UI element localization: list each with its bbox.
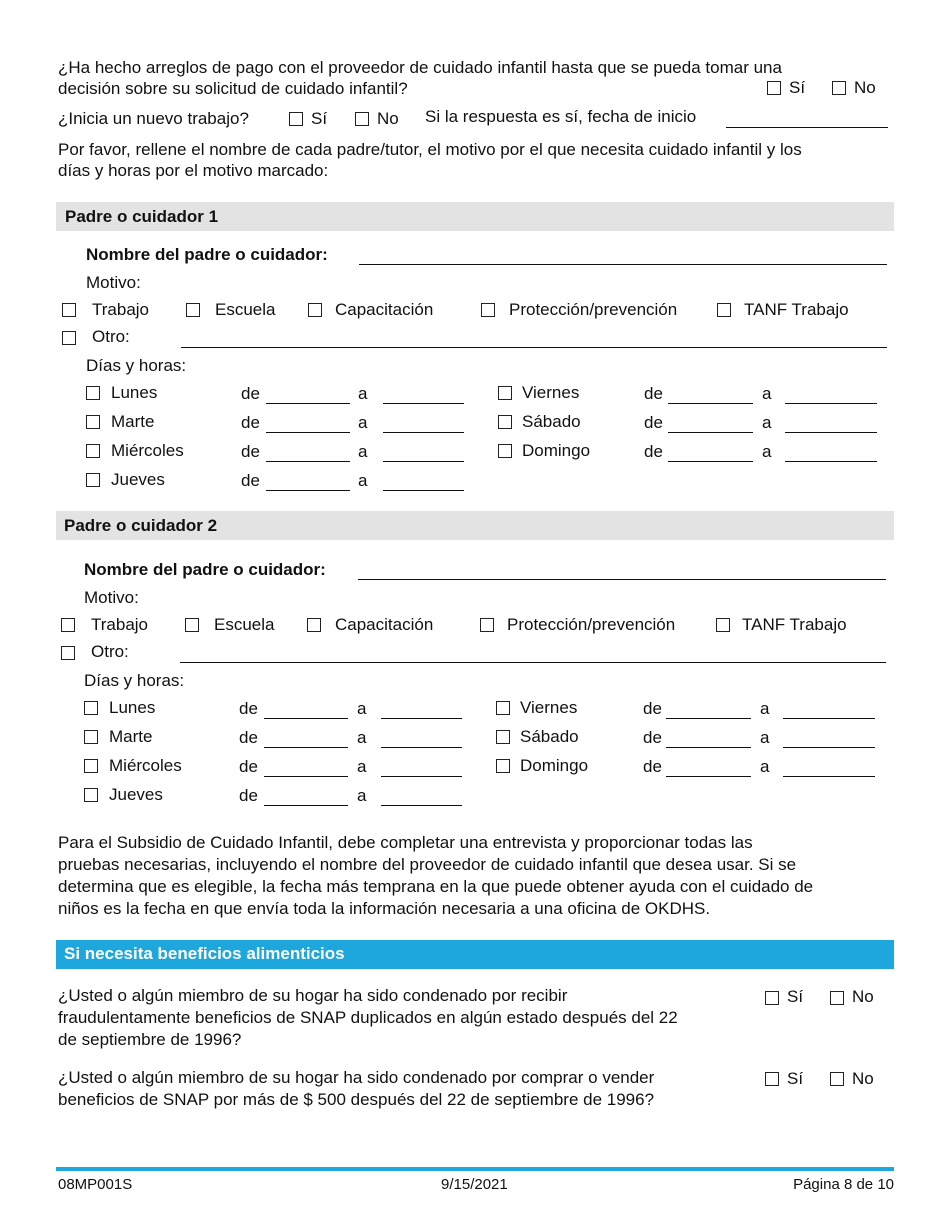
to-label: a xyxy=(762,442,772,461)
food-q1-no-checkbox[interactable] xyxy=(830,991,844,1005)
to-label: a xyxy=(358,471,368,490)
caregiver2-reason-school-checkbox[interactable] xyxy=(185,618,199,632)
new-job-question: ¿Inicia un nuevo trabajo? xyxy=(58,109,249,128)
caregiver1-friday-label: Viernes xyxy=(522,383,580,402)
from-label: de xyxy=(643,728,662,747)
caregiver2-sunday-checkbox[interactable] xyxy=(496,759,510,773)
to-label: a xyxy=(358,384,368,403)
caregiver1-saturday-checkbox[interactable] xyxy=(498,415,512,429)
food-q2-yes-label: Sí xyxy=(787,1069,804,1088)
caregiver2-thursday-to-field[interactable] xyxy=(381,805,462,806)
start-date-field[interactable] xyxy=(726,127,888,128)
caregiver2-thursday-from-field[interactable] xyxy=(264,805,348,806)
caregiver1-sunday-to-field[interactable] xyxy=(785,461,877,462)
caregiver2-other-checkbox[interactable] xyxy=(61,646,75,660)
caregiver2-reason-protection-checkbox[interactable] xyxy=(480,618,494,632)
caregiver2-tuesday-label: Marte xyxy=(109,727,153,746)
caregiver2-tuesday-checkbox[interactable] xyxy=(84,730,98,744)
caregiver2-tuesday-to-field[interactable] xyxy=(381,747,462,748)
caregiver2-thursday-checkbox[interactable] xyxy=(84,788,98,802)
from-label: de xyxy=(239,757,258,776)
instructions-line2: días y horas por el motivo marcado: xyxy=(58,161,329,180)
caregiver2-monday-from-field[interactable] xyxy=(264,718,348,719)
food-header-band xyxy=(56,940,894,969)
caregiver1-sunday-label: Domingo xyxy=(522,441,591,460)
payment-no-checkbox[interactable] xyxy=(832,81,846,95)
caregiver1-thursday-label: Jueves xyxy=(111,470,165,489)
caregiver1-wednesday-label: Miércoles xyxy=(111,441,184,460)
caregiver2-saturday-label: Sábado xyxy=(520,727,579,746)
caregiver2-tuesday-from-field[interactable] xyxy=(264,747,348,748)
caregiver1-friday-checkbox[interactable] xyxy=(498,386,512,400)
to-label: a xyxy=(357,757,367,776)
caregiver2-name-field[interactable] xyxy=(358,579,886,580)
caregiver1-sunday-checkbox[interactable] xyxy=(498,444,512,458)
caregiver2-other-label: Otro: xyxy=(91,642,129,661)
caregiver1-wednesday-to-field[interactable] xyxy=(383,461,464,462)
payment-yes-label: Sí xyxy=(789,78,806,97)
caregiver2-monday-checkbox[interactable] xyxy=(84,701,98,715)
caregiver1-thursday-from-field[interactable] xyxy=(266,490,350,491)
caregiver2-reason-work-checkbox[interactable] xyxy=(61,618,75,632)
caregiver1-wednesday-from-field[interactable] xyxy=(266,461,350,462)
caregiver1-reason-protection-checkbox[interactable] xyxy=(481,303,495,317)
food-q1-line1: ¿Usted o algún miembro de su hogar ha sido condenado por recibir xyxy=(58,986,568,1005)
to-label: a xyxy=(762,413,772,432)
caregiver2-friday-label: Viernes xyxy=(520,698,578,717)
caregiver2-saturday-to-field[interactable] xyxy=(783,747,875,748)
subsidy-note-line3: determina que es elegible, la fecha más temprana en la que puede obtener ayuda con el cuidado de xyxy=(58,877,814,896)
subsidy-note-line1: Para el Subsidio de Cuidado Infantil, debe completar una entrevista y proporcionar todas las xyxy=(58,833,753,852)
subsidy-note-line2: pruebas necesarias, incluyendo el nombre del proveedor de cuidado infantil que desea usar. Si se xyxy=(58,855,797,874)
caregiver1-thursday-to-field[interactable] xyxy=(383,490,464,491)
food-q2-no-checkbox[interactable] xyxy=(830,1072,844,1086)
footer-date: 9/15/2021 xyxy=(441,1176,508,1193)
from-label: de xyxy=(241,413,260,432)
food-q1-no-label: No xyxy=(852,987,874,1006)
from-label: de xyxy=(644,384,663,403)
caregiver1-tuesday-to-field[interactable] xyxy=(383,432,464,433)
caregiver1-tuesday-checkbox[interactable] xyxy=(86,415,100,429)
caregiver2-friday-to-field[interactable] xyxy=(783,718,875,719)
from-label: de xyxy=(241,384,260,403)
to-label: a xyxy=(357,786,367,805)
caregiver2-saturday-from-field[interactable] xyxy=(666,747,751,748)
caregiver2-name-label: Nombre del padre o cuidador: xyxy=(84,560,326,579)
caregiver1-header: Padre o cuidador 1 xyxy=(65,207,219,226)
caregiver2-sunday-to-field[interactable] xyxy=(783,776,875,777)
caregiver1-header-band xyxy=(56,202,894,231)
caregiver1-name-field[interactable] xyxy=(359,264,887,265)
caregiver2-sunday-label: Domingo xyxy=(520,756,589,775)
caregiver1-saturday-label: Sábado xyxy=(522,412,581,431)
caregiver1-reason-work-checkbox[interactable] xyxy=(62,303,76,317)
caregiver2-monday-to-field[interactable] xyxy=(381,718,462,719)
new-job-no-label: No xyxy=(377,109,399,128)
caregiver2-header: Padre o cuidador 2 xyxy=(64,516,218,535)
caregiver1-monday-checkbox[interactable] xyxy=(86,386,100,400)
food-q2-line1: ¿Usted o algún miembro de su hogar ha sido condenado por comprar o vender xyxy=(58,1068,655,1087)
new-job-yes-checkbox[interactable] xyxy=(289,112,303,126)
caregiver2-reason-work: Trabajo xyxy=(91,615,149,634)
caregiver2-sunday-from-field[interactable] xyxy=(666,776,751,777)
to-label: a xyxy=(358,413,368,432)
caregiver1-monday-from-field[interactable] xyxy=(266,403,350,404)
caregiver1-sunday-from-field[interactable] xyxy=(668,461,753,462)
caregiver1-reason-training: Capacitación xyxy=(335,300,434,319)
to-label: a xyxy=(760,699,770,718)
caregiver1-reason-training-checkbox[interactable] xyxy=(308,303,322,317)
caregiver2-friday-checkbox[interactable] xyxy=(496,701,510,715)
caregiver1-monday-to-field[interactable] xyxy=(383,403,464,404)
to-label: a xyxy=(760,728,770,747)
caregiver2-reason-tanf-checkbox[interactable] xyxy=(716,618,730,632)
caregiver1-reason-work: Trabajo xyxy=(92,300,150,319)
payment-question-line2: decisión sobre su solicitud de cuidado infantil? xyxy=(58,79,408,98)
caregiver2-wednesday-checkbox[interactable] xyxy=(84,759,98,773)
caregiver1-days-label: Días y horas: xyxy=(86,356,187,375)
from-label: de xyxy=(643,757,662,776)
caregiver2-other-field[interactable] xyxy=(180,662,886,663)
caregiver2-reason-school: Escuela xyxy=(214,615,275,634)
caregiver2-wednesday-to-field[interactable] xyxy=(381,776,462,777)
subsidy-note-line4: niños es la fecha en que envía toda la información necesaria a una oficina de OKDHS. xyxy=(58,899,711,918)
caregiver1-friday-to-field[interactable] xyxy=(785,403,877,404)
to-label: a xyxy=(762,384,772,403)
caregiver2-wednesday-label: Miércoles xyxy=(109,756,182,775)
food-q2-line2: beneficios de SNAP por más de $ 500 después del 22 de septiembre de 1996? xyxy=(58,1090,655,1109)
caregiver2-friday-from-field[interactable] xyxy=(666,718,751,719)
caregiver1-reason-label: Motivo: xyxy=(86,273,141,292)
caregiver2-reason-protection: Protección/prevención xyxy=(507,615,676,634)
from-label: de xyxy=(241,471,260,490)
caregiver1-wednesday-checkbox[interactable] xyxy=(86,444,100,458)
to-label: a xyxy=(357,699,367,718)
food-header: Si necesita beneficios alimenticios xyxy=(64,944,345,963)
caregiver1-monday-label: Lunes xyxy=(111,383,158,402)
from-label: de xyxy=(644,413,663,432)
start-date-label: Si la respuesta es sí, fecha de inicio xyxy=(425,107,697,126)
caregiver1-thursday-checkbox[interactable] xyxy=(86,473,100,487)
caregiver1-tuesday-from-field[interactable] xyxy=(266,432,350,433)
food-q1-line3: de septiembre de 1996? xyxy=(58,1030,242,1049)
payment-yes-checkbox[interactable] xyxy=(767,81,781,95)
caregiver2-reason-training: Capacitación xyxy=(335,615,434,634)
payment-no-label: No xyxy=(854,78,876,97)
caregiver2-monday-label: Lunes xyxy=(109,698,156,717)
payment-question-line1: ¿Ha hecho arreglos de pago con el proveedor de cuidado infantil hasta que se pueda tomar una xyxy=(58,58,782,77)
from-label: de xyxy=(241,442,260,461)
caregiver2-reason-tanf: TANF Trabajo xyxy=(742,615,847,634)
food-q1-yes-checkbox[interactable] xyxy=(765,991,779,1005)
to-label: a xyxy=(358,442,368,461)
caregiver2-wednesday-from-field[interactable] xyxy=(264,776,348,777)
to-label: a xyxy=(760,757,770,776)
caregiver2-reason-training-checkbox[interactable] xyxy=(307,618,321,632)
instructions-line1: Por favor, rellene el nombre de cada padre/tutor, el motivo por el que necesita cuidado infantil y los xyxy=(58,140,802,159)
footer-divider xyxy=(56,1167,894,1171)
from-label: de xyxy=(643,699,662,718)
new-job-yes-label: Sí xyxy=(311,109,328,128)
caregiver1-other-checkbox[interactable] xyxy=(62,331,76,345)
from-label: de xyxy=(239,728,258,747)
footer-page-number: Página 8 de 10 xyxy=(793,1176,894,1193)
caregiver1-reason-tanf: TANF Trabajo xyxy=(744,300,849,319)
new-job-no-checkbox[interactable] xyxy=(355,112,369,126)
from-label: de xyxy=(239,786,258,805)
from-label: de xyxy=(644,442,663,461)
caregiver1-friday-from-field[interactable] xyxy=(668,403,753,404)
caregiver1-saturday-to-field[interactable] xyxy=(785,432,877,433)
footer-form-id: 08MP001S xyxy=(58,1176,133,1193)
caregiver1-reason-protection: Protección/prevención xyxy=(509,300,678,319)
caregiver1-name-label: Nombre del padre o cuidador: xyxy=(86,245,328,264)
caregiver2-saturday-checkbox[interactable] xyxy=(496,730,510,744)
caregiver1-reason-tanf-checkbox[interactable] xyxy=(717,303,731,317)
caregiver1-other-field[interactable] xyxy=(181,347,887,348)
food-q1-line2: fraudulentamente beneficios de SNAP duplicados en algún estado después del 22 xyxy=(58,1008,678,1027)
caregiver1-reason-school-checkbox[interactable] xyxy=(186,303,200,317)
food-q2-yes-checkbox[interactable] xyxy=(765,1072,779,1086)
caregiver1-other-label: Otro: xyxy=(92,327,130,346)
food-q2-no-label: No xyxy=(852,1069,874,1088)
caregiver1-reason-school: Escuela xyxy=(215,300,276,319)
food-q1-yes-label: Sí xyxy=(787,987,804,1006)
from-label: de xyxy=(239,699,258,718)
caregiver2-days-label: Días y horas: xyxy=(84,671,185,690)
caregiver1-tuesday-label: Marte xyxy=(111,412,155,431)
to-label: a xyxy=(357,728,367,747)
caregiver2-header-band xyxy=(56,511,894,540)
caregiver1-saturday-from-field[interactable] xyxy=(668,432,753,433)
caregiver2-reason-label: Motivo: xyxy=(84,588,139,607)
caregiver2-thursday-label: Jueves xyxy=(109,785,163,804)
